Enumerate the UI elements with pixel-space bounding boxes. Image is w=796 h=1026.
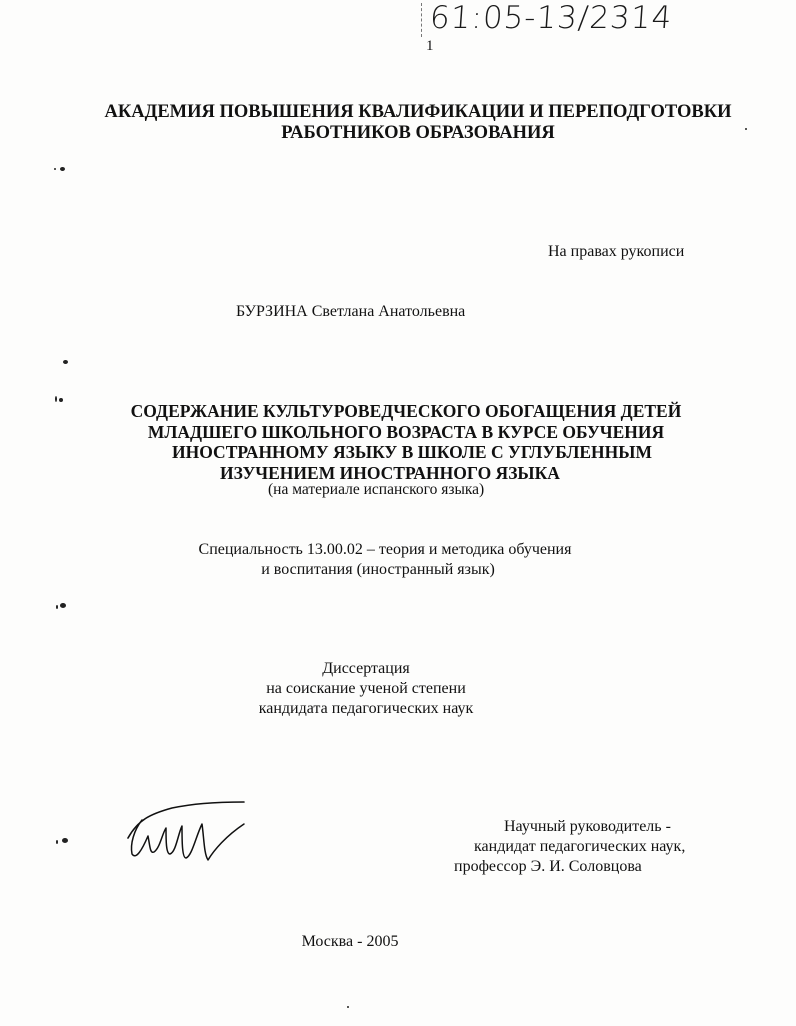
title-line-4: ИЗУЧЕНИЕМ ИНОСТРАННОГО ЯЗЫКА [220,462,560,483]
scan-speck [56,840,58,844]
degree-statement [0,659,732,719]
scan-speck [59,398,63,402]
specialty-line-2: и воспитания (иностранный язык) [261,561,495,578]
scan-speck [55,396,57,402]
advisor-line-3: профессор Э. И. Соловцова [454,858,642,875]
handwritten-signature [120,800,252,866]
institution-name [0,102,796,144]
page-number: 1 [426,38,434,54]
dissertation-title [0,401,796,483]
scan-speck [60,167,65,171]
scan-speck [62,838,68,843]
scientific-advisor [454,817,685,877]
title-subtitle: (на материале испанского языка) [268,481,485,498]
institution-line-1: АКАДЕМИЯ ПОВЫШЕНИЯ КВАЛИФИКАЦИИ И ПЕРЕПОДГОТОВКИ [104,102,732,122]
degree-line-3: кандидата педагогических наук [258,700,474,717]
scan-speck [347,1006,349,1008]
archive-code-handwritten: 61:05-13/2314 [428,0,674,36]
advisor-line-1: Научный руководитель - [504,818,671,835]
degree-line-2: на соискание ученой степени [266,680,466,697]
scan-speck [54,168,56,170]
advisor-line-2: кандидат педагогических наук, [474,838,686,855]
institution-line-2: РАБОТНИКОВ ОБРАЗОВАНИЯ [281,123,555,143]
scan-speck [60,603,66,608]
city-year: Москва - 2005 [301,933,399,950]
title-line-1: СОДЕРЖАНИЕ КУЛЬТУРОВЕДЧЕСКОГО ОБОГАЩЕНИЯ ДЕТЕЙ [130,401,682,421]
manuscript-note: На правах рукописи [548,243,685,260]
author-name: БУРЗИНА Светлана Анатольевна [236,303,466,320]
archive-mark-line [421,3,423,37]
scan-speck [745,128,747,130]
scan-speck [56,605,58,609]
specialty-line-1: Специальность 13.00.02 – теория и методика обучения [198,541,572,558]
specialty [0,540,770,580]
degree-line-1: Диссертация [322,660,410,677]
title-line-2: МЛАДШЕГО ШКОЛЬНОГО ВОЗРАСТА В КУРСЕ ОБУЧЕНИЯ [147,421,665,442]
scan-speck [63,360,68,364]
title-line-3: ИНОСТРАННОМУ ЯЗЫКУ В ШКОЛЕ С УГЛУБЛЕННЫМ [172,442,652,462]
